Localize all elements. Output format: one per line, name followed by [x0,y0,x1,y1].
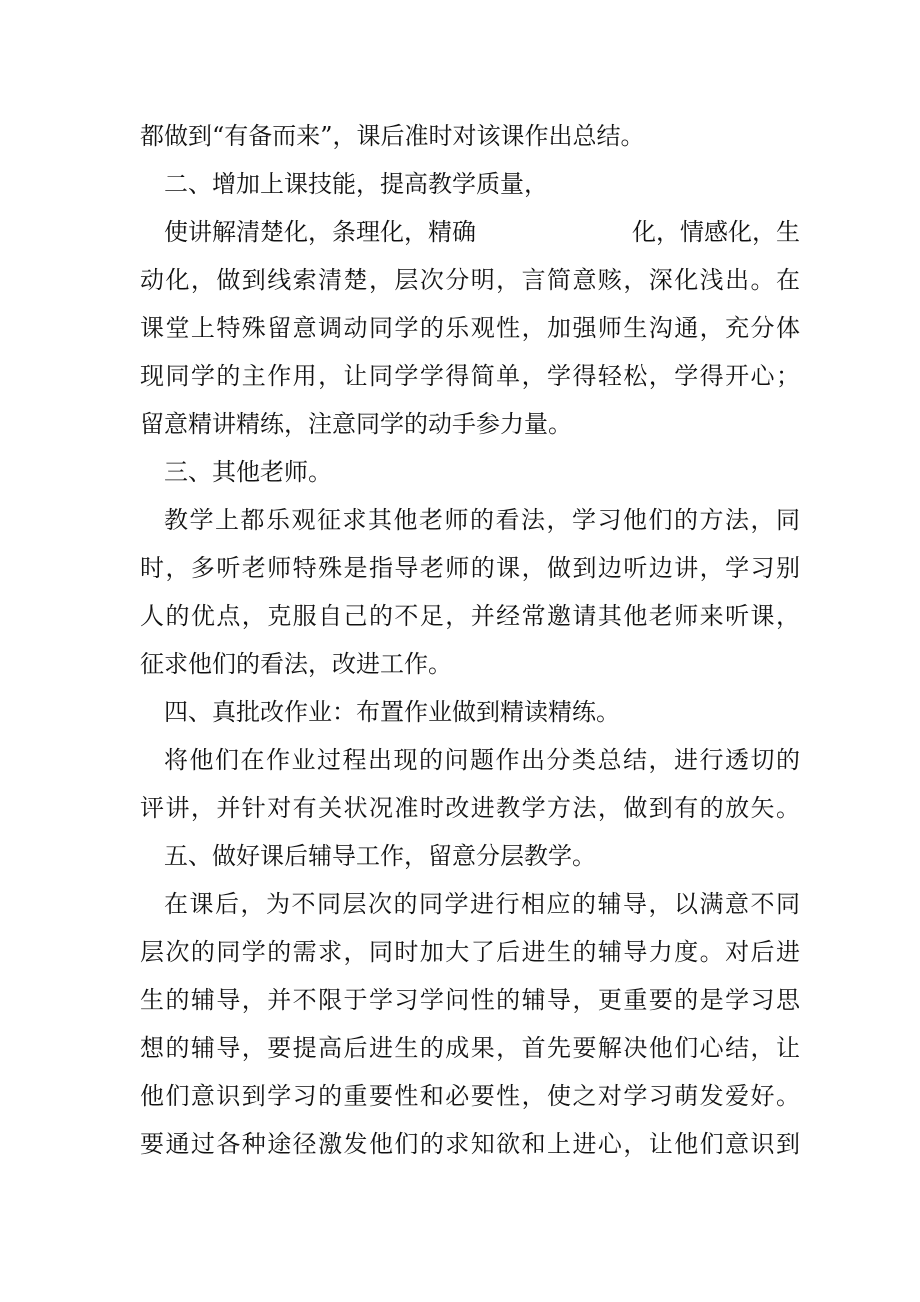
text-line-22: 要通过各种途径激发他们的求知欲和上进心，让他们意识到 [140,1130,800,1158]
text-line-21: 他们意识到学习的重要性和必要性，使之对学习萌发爱好。 [140,1082,800,1110]
section-heading-3: 三、其他老师。 [164,458,332,486]
text-line-3-part-1: 使讲解清楚化，条理化，精确 [164,218,476,246]
text-line-11: 人的优点，克服自己的不足，并经常邀请其他老师来听课， [140,602,800,630]
text-line-10: 时，多听老师特殊是指导老师的课，做到边听边讲，学习别 [140,554,800,582]
text-line-20: 想的辅导，要提高后进生的成果，首先要解决他们心结，让 [140,1034,800,1062]
text-line-3 [164,212,800,252]
text-line-19: 生的辅导，并不限于学习学问性的辅导，更重要的是学习思 [140,986,800,1014]
text-line-6: 现同学的主作用，让同学学得简单，学得轻松，学得开心； [140,362,800,390]
text-line-17: 在课后，为不同层次的同学进行相应的辅导，以满意不同 [164,890,800,918]
text-line-4: 动化，做到线索清楚，层次分明，言简意赅，深化浅出。在 [140,266,800,294]
text-line-18: 层次的同学的需求，同时加大了后进生的辅导力度。对后进 [140,938,800,966]
section-heading-5: 五、做好课后辅导工作，留意分层教学。 [164,842,596,870]
section-heading-2: 二、增加上课技能，提高教学质量， [164,170,548,198]
text-line-12: 征求他们的看法，改进工作。 [140,650,452,678]
text-line-1: 都做到“有备而来”，课后准时对该课作出总结。 [140,122,645,150]
text-line-5: 课堂上特殊留意调动同学的乐观性，加强师生沟通，充分体 [140,314,800,342]
text-line-7: 留意精讲精练，注意同学的动手参力量。 [140,410,572,438]
text-line-14: 将他们在作业过程出现的问题作出分类总结，进行透切的 [164,746,800,774]
text-line-15: 评讲，并针对有关状况准时改进教学方法，做到有的放矢。 [140,794,800,822]
text-line-9: 教学上都乐观征求其他老师的看法，学习他们的方法，同 [164,506,800,534]
text-line-3-part-2: 化，情感化，生 [632,218,800,246]
section-heading-4: 四、真批改作业：布置作业做到精读精练。 [164,698,620,726]
